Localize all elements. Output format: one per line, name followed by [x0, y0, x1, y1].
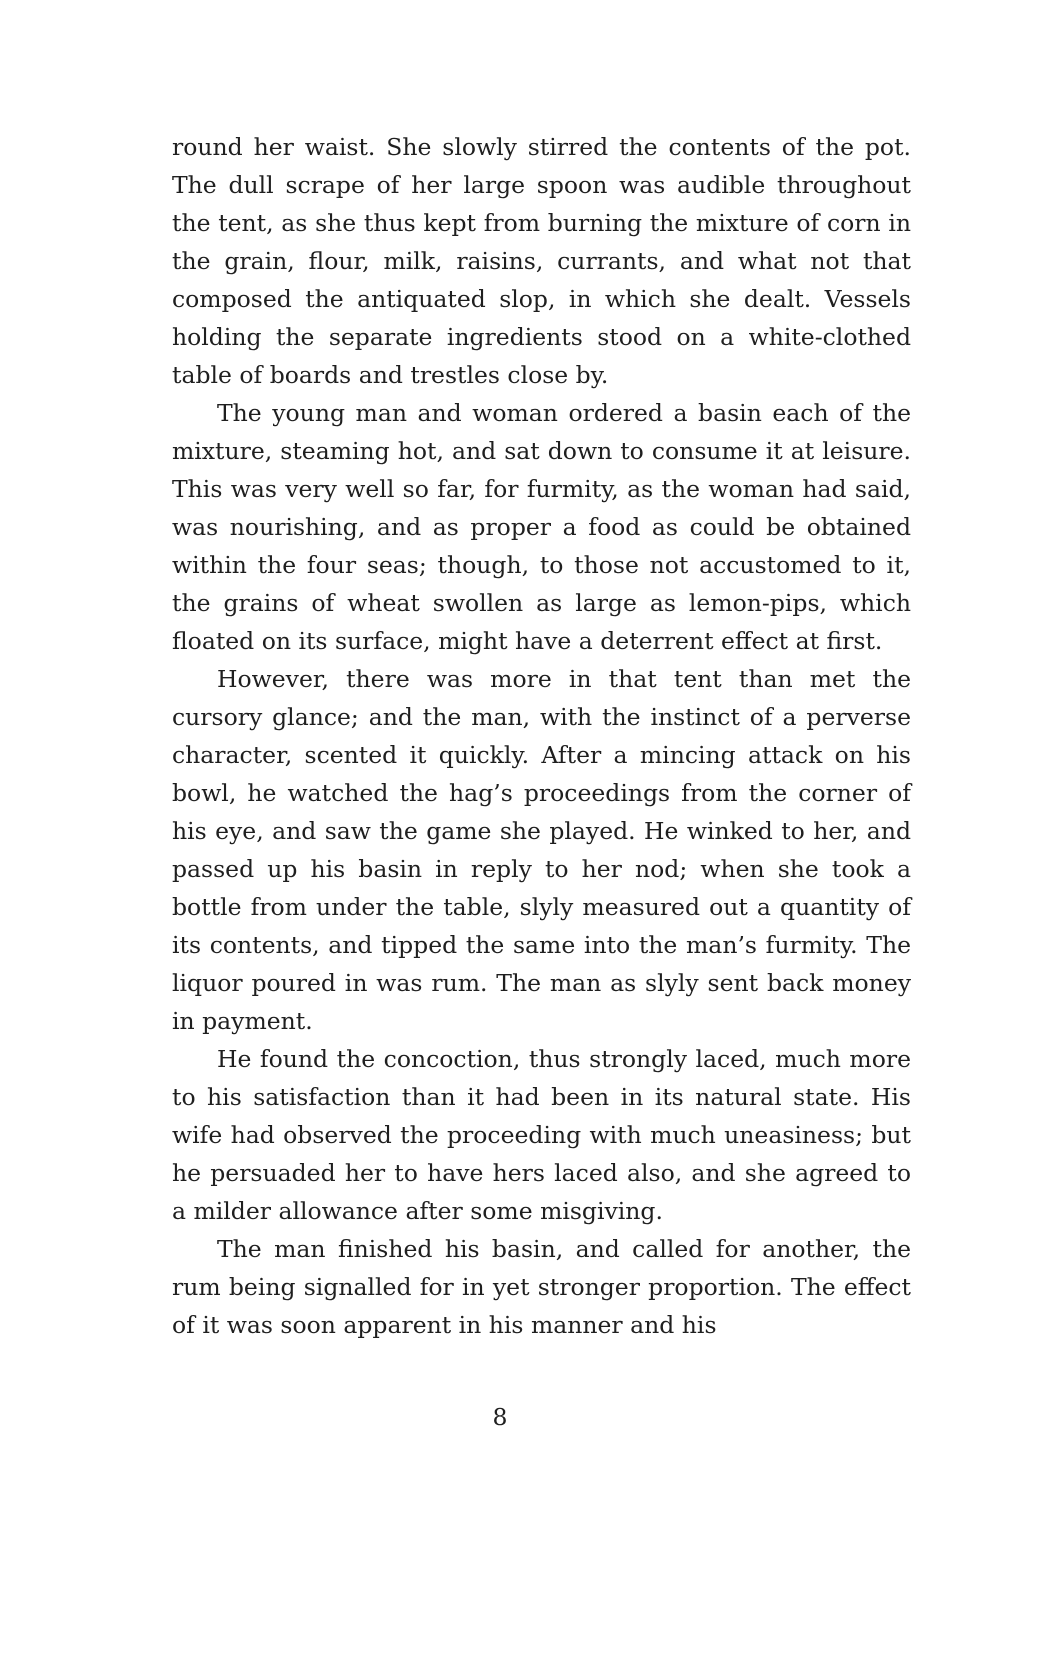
paragraph: However, there was more in that tent than met the cursory glance; and the man, with the instinct of a perverse character, scented it quickly. After a mincing attack on his bowl, he watched the hag’s proceedings from the corner of his eye, and saw the game she played. He winked to her, and passed up his basin in reply to her nod; when she took a bottle from under the table, slyly measured out a quantity of its contents, and tipped the same into the man’s furmity. The liquor poured in was rum. The man as slyly sent back money in payment.: [172, 665, 911, 1035]
paragraph: He found the concoction, thus strongly laced, much more to his satisfaction than it had been in its natural state. His wife had observed the proceeding with much uneasiness; but he persuaded her to have hers laced also, and she agreed to a milder allowance after some misgiving.: [172, 1045, 911, 1225]
page-number: 8: [492, 1403, 508, 1431]
paragraph-continued: round her waist. She slowly stirred the contents of the pot. The dull scrape of her large spoon was audible throughout the tent, as she thus kept from burning the mixture of corn in the grain, flour, milk, raisins, currants, and what not that composed the antiquated slop, in which she dealt. Vessels holding the separate ingredients stood on a white-clothed table of boards and trestles close by.: [172, 133, 911, 389]
body-text: [172, 128, 911, 1344]
paragraph: The man finished his basin, and called for another, the rum being signalled for in yet stronger proportion. The effect of it was soon apparent in his manner and his: [172, 1235, 911, 1339]
paragraph: The young man and woman ordered a basin each of the mixture, steaming hot, and sat down to consume it at leisure. This was very well so far, for furmity, as the woman had said, was nourishing, and as proper a food as could be obtained within the four seas; though, to those not accustomed to it, the grains of wheat swollen as large as lemon-pips, which floated on its surface, might have a deterrent effect at first.: [172, 399, 911, 655]
